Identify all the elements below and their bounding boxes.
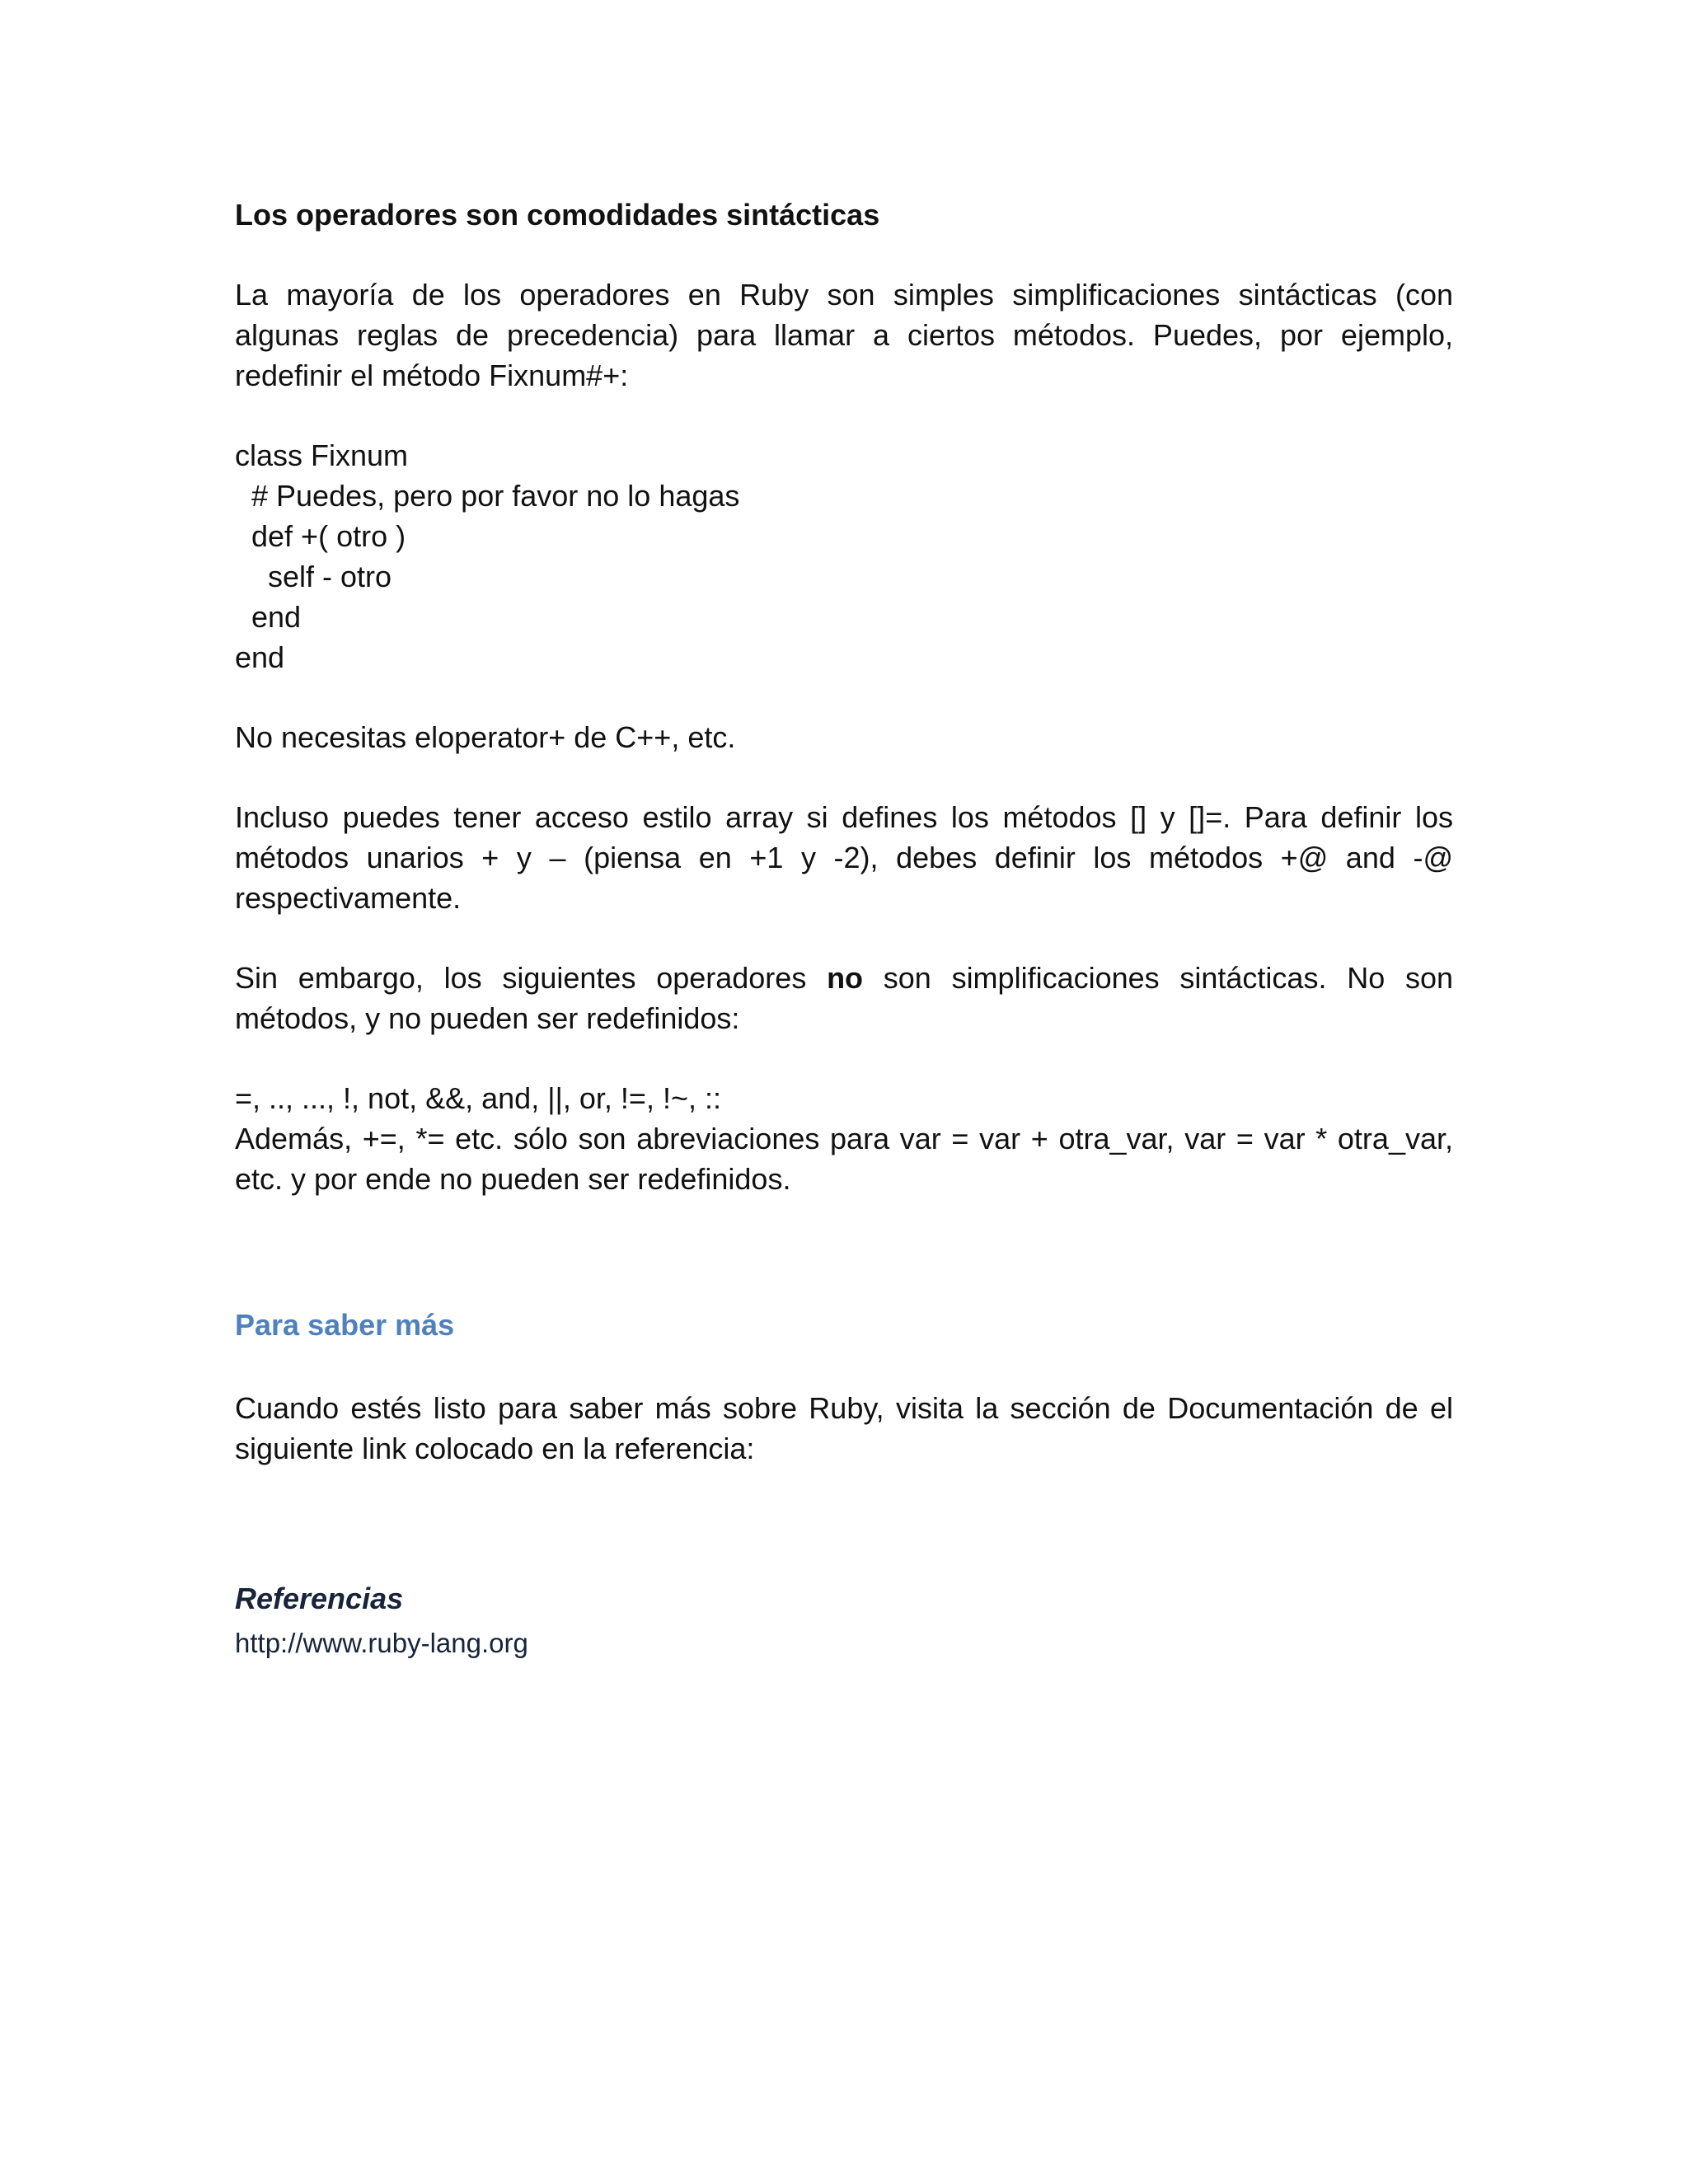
references-link[interactable]: http://www.ruby-lang.org: [235, 1628, 528, 1658]
emphasis-no: no: [827, 961, 864, 995]
code-line: # Puedes, pero por favor no lo hagas: [235, 479, 740, 513]
array-access-paragraph: Incluso puedes tener acceso estilo array si defines los métodos [] y []=. Para definir los métodos unarios + y – (piensa en +1 y -2), debes definir los métodos +@ and -@ respectivamente.: [235, 800, 1453, 915]
code-block: [235, 435, 1453, 677]
more-heading: Para saber más: [235, 1308, 455, 1342]
references-title: Referencias: [235, 1582, 404, 1615]
not-syntactic-text-before: Sin embargo, los siguientes operadores: [235, 961, 828, 995]
more-paragraph: Cuando estés listo para saber más sobre Ruby, visita la sección de Documentación de el siguiente link colocado en la referencia:: [235, 1391, 1453, 1465]
code-line: class Fixnum: [235, 438, 409, 472]
document-page: [235, 194, 1453, 1662]
intro-paragraph: La mayoría de los operadores en Ruby son simples simplificaciones sintácticas (con algunas reglas de precedencia) para llamar a ciertos métodos. Puedes, por ejemplo, redefinir el método Fixnum#+:: [235, 278, 1453, 392]
not-syntactic-paragraph: [235, 958, 1453, 1038]
abbreviations-paragraph: Además, +=, *= etc. sólo son abreviaciones para var = var + otra_var, var = var * otra_var, etc. y por ende no pueden ser redefinidos.: [235, 1122, 1453, 1196]
not-syntactic-text-after: son simplificaciones sintácticas. No son métodos, y no pueden ser redefinidos:: [235, 961, 1453, 1035]
section-title: Los operadores son comodidades sintácticas: [235, 198, 880, 232]
no-cpp-paragraph: No necesitas eloperator+ de C++, etc.: [235, 720, 736, 754]
operators-list: =, .., ..., !, not, &&, and, ||, or, !=, !~, ::: [235, 1081, 721, 1115]
code-line: end: [235, 600, 302, 634]
code-line: end: [235, 640, 285, 674]
code-line: self - otro: [235, 560, 392, 593]
code-line: def +( otro ): [235, 519, 406, 553]
